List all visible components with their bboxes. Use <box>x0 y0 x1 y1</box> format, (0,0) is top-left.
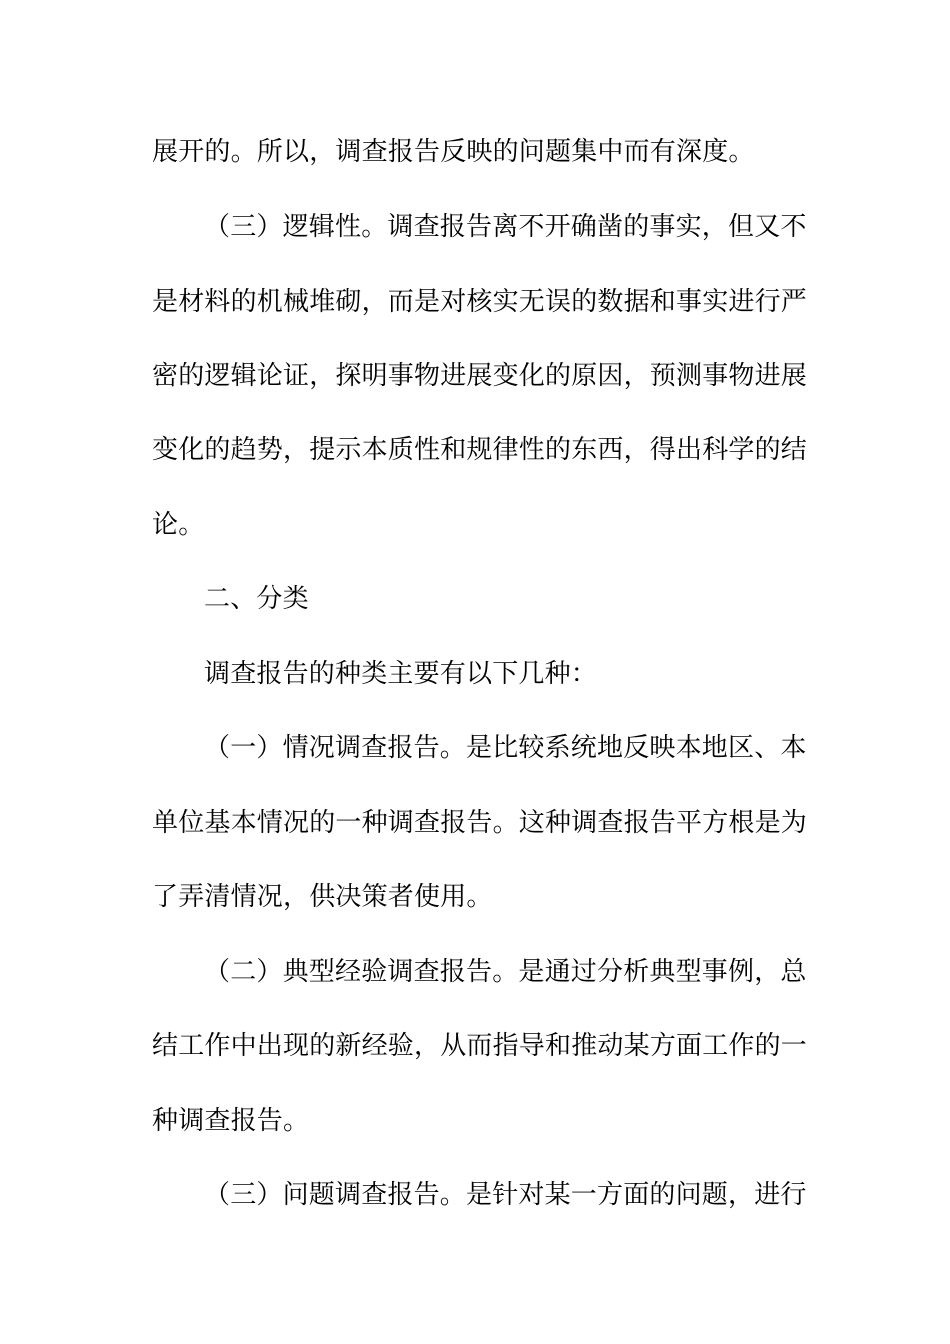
text-line: 结工作中出现的新经验，从而指导和推动某方面工作的一 <box>152 1031 808 1061</box>
text-line: 种调查报告。 <box>152 1106 310 1136</box>
text-line: （三）问题调查报告。是针对某一方面的问题，进行 <box>204 1180 807 1210</box>
text-line: （三）逻辑性。调查报告离不开确凿的事实，但又不 <box>204 212 807 242</box>
text-line: 展开的。所以，调查报告反映的问题集中而有深度。 <box>152 137 755 167</box>
section-heading: 二、分类 <box>204 584 309 614</box>
text-line: 论。 <box>152 510 205 540</box>
text-line: 单位基本情况的一种调查报告。这种调查报告平方根是为 <box>152 808 808 838</box>
text-line: （一）情况调查报告。是比较系统地反映本地区、本 <box>204 733 807 763</box>
text-line: 密的逻辑论证，探明事物进展变化的原因，预测事物进展 <box>152 361 808 391</box>
text-line: 是材料的机械堆砌，而是对核实无误的数据和事实进行严 <box>152 287 808 317</box>
text-line: 了弄清情况，供决策者使用。 <box>152 882 493 912</box>
text-line: 变化的趋势，提示本质性和规律性的东西，得出科学的结 <box>152 435 808 465</box>
text-line: （二）典型经验调查报告。是通过分析典型事例，总 <box>204 957 807 987</box>
text-line: 调查报告的种类主要有以下几种： <box>204 659 598 689</box>
